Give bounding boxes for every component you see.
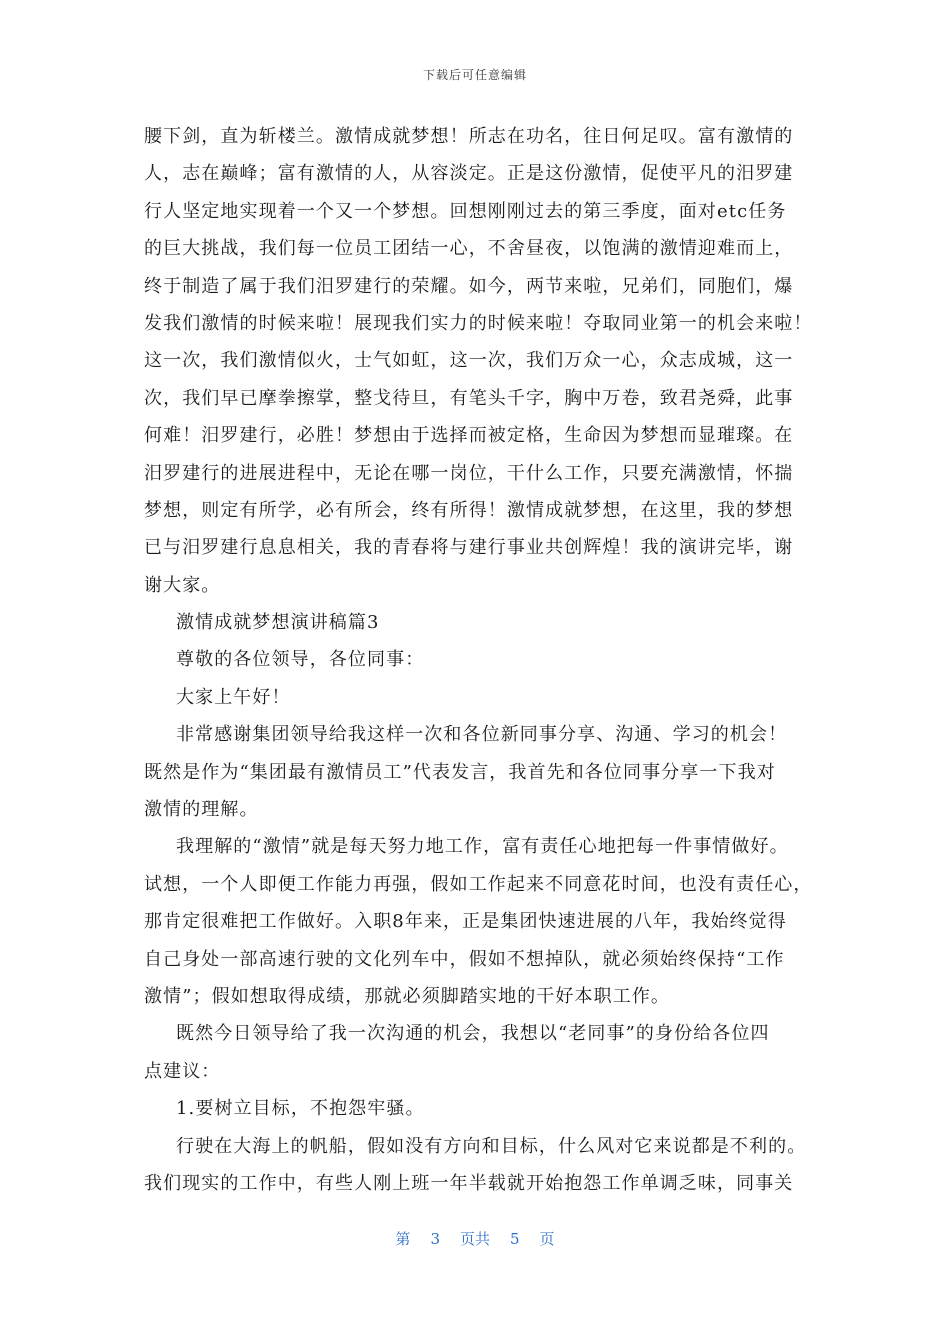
text-line: 这一次，我们激情似火，士气如虹，这一次，我们万众一心，众志成城，这一 xyxy=(144,350,794,372)
text-line: 次，我们早已摩拳擦掌，整戈待旦，有笔头千字，胸中万卷，致君尧舜，此事 xyxy=(144,387,794,409)
text-line: 试想，一个人即便工作能力再强，假如工作起来不同意花时间，也没有责任心， xyxy=(144,873,813,895)
text-line: 我们现实的工作中，有些人刚上班一年半载就开始抱怨工作单调乏味，同事关 xyxy=(144,1172,794,1194)
footer-page-end: 页 xyxy=(539,1230,555,1248)
document-body xyxy=(144,118,813,1202)
footer-page-total: 5 xyxy=(510,1230,520,1248)
text-line: 发我们激情的时候来啦！展现我们实力的时候来啦！夺取同业第一的机会来啦！ xyxy=(144,312,813,334)
text-line: 非常感谢集团领导给我这样一次和各位新同事分享、沟通、学习的机会！ xyxy=(176,724,788,746)
text-line: 行人坚定地实现着一个又一个梦想。回想刚刚过去的第三季度，面对etc任务 xyxy=(144,200,787,222)
text-line: 何难！汨罗建行，必胜！梦想由于选择而被定格，生命因为梦想而显璀璨。在 xyxy=(144,425,794,447)
text-line: 大家上午好！ xyxy=(176,686,291,708)
text-line: 人，志在巅峰；富有激情的人，从容淡定。正是这份激情，促使平凡的汨罗建 xyxy=(144,163,794,185)
footer-page-mid: 页共 xyxy=(459,1230,490,1248)
page-footer xyxy=(0,1228,950,1249)
text-line: 点建议： xyxy=(144,1060,221,1082)
text-line: 的巨大挑战，我们每一位员工团结一心，不舍昼夜，以饱满的激情迎难而上， xyxy=(144,238,794,260)
header-note: 下载后可任意编辑 xyxy=(422,68,527,82)
footer-page-label: 第 xyxy=(395,1230,411,1248)
text-line: 行驶在大海上的帆船，假如没有方向和目标，什么风对它来说都是不利的。 xyxy=(176,1135,807,1157)
text-line: 谢大家。 xyxy=(144,574,221,596)
text-line: 腰下剑，直为斩楼兰。激情成就梦想！所志在功名，往日何足叹。富有激情的 xyxy=(144,126,794,147)
text-line: 既然今日领导给了我一次沟通的机会，我想以“老同事”的身份给各位四 xyxy=(176,1023,770,1045)
text-line: 1.要树立目标，不抱怨牢骚。 xyxy=(176,1098,425,1120)
text-line: 汨罗建行的进展进程中，无论在哪一岗位，干什么工作，只要充满激情，怀揣 xyxy=(144,462,794,484)
text-line: 激情”；假如想取得成绩，那就必须脚踏实地的干好本职工作。 xyxy=(144,985,670,1007)
text-line: 激情成就梦想演讲稿篇3 xyxy=(176,612,380,634)
text-line: 终于制造了属于我们汨罗建行的荣耀。如今，两节来啦，兄弟们，同胞们，爆 xyxy=(144,275,794,297)
text-line: 自己身处一部高速行驶的文化列车中，假如不想掉队，就必须始终保持“工作 xyxy=(144,948,785,970)
text-line: 已与汨罗建行息息相关，我的青春将与建行事业共创辉煌！我的演讲完毕，谢 xyxy=(144,537,794,559)
footer-page-current: 3 xyxy=(430,1230,440,1248)
text-line: 激情的理解。 xyxy=(144,799,259,821)
text-line: 既然是作为“集团最有激情员工”代表发言，我首先和各位同事分享一下我对 xyxy=(144,761,776,783)
text-line: 尊敬的各位领导，各位同事： xyxy=(176,649,425,671)
text-line: 梦想，则定有所学，必有所会，终有所得！激情成就梦想，在这里，我的梦想 xyxy=(144,499,794,521)
text-line: 我理解的“激情”就是每天努力地工作，富有责任心地把每一件事情做好。 xyxy=(176,836,789,858)
text-line: 那肯定很难把工作做好。入职8年来，正是集团快速进展的八年，我始终觉得 xyxy=(144,911,787,933)
